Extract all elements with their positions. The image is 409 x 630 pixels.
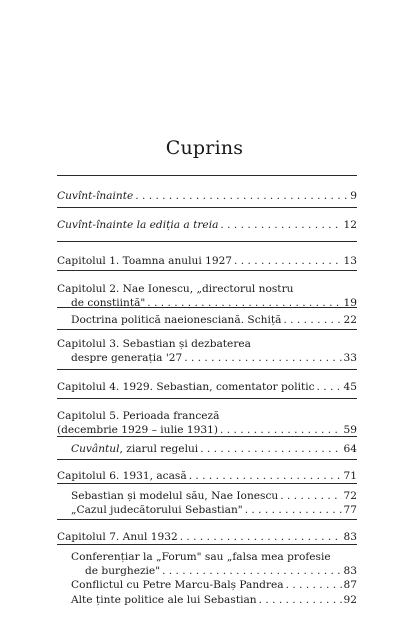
- toc-entry-cuvantul[interactable]: [71, 441, 357, 457]
- dot-leader: [317, 379, 342, 395]
- toc-entry-label: Alte ținte politice ale lui Sebastian: [71, 594, 257, 606]
- toc-entry-label: despre generația '27: [71, 352, 183, 364]
- toc-entry-chapter-6[interactable]: [57, 468, 357, 484]
- toc-entry-chapter-7[interactable]: [57, 529, 357, 545]
- dot-leader: [283, 312, 341, 328]
- toc-entry-label: Capitolul 5. Perioada franceză: [57, 410, 220, 422]
- dot-leader: [180, 529, 342, 545]
- toc-entry-chapter-2[interactable]: [71, 295, 357, 311]
- toc-entry-chapter-3[interactable]: [71, 350, 357, 366]
- toc-entry-page: 22: [343, 314, 357, 326]
- toc-entry-page: 92: [343, 594, 357, 606]
- divider: [57, 436, 357, 437]
- dot-leader: [245, 502, 342, 518]
- toc-entry-label: Sebastian și modelul său, Nae Ionescu: [71, 490, 279, 502]
- divider: [57, 519, 357, 520]
- toc-entry-label-italic: Cuvântul: [71, 443, 120, 455]
- dot-leader: [184, 350, 341, 366]
- toc-entry-label: Capitolul 4. 1929. Sebastian, comentator politic: [57, 381, 315, 393]
- dot-leader: [135, 188, 348, 204]
- toc-entry-label: Capitolul 1. Toamna anului 1927: [57, 255, 233, 267]
- toc-entry-page: 72: [343, 490, 357, 502]
- divider: [57, 483, 357, 484]
- toc-entry-label: Capitolul 6. 1931, acasă: [57, 470, 187, 482]
- divider: [57, 207, 357, 208]
- toc-entry-page: 71: [343, 470, 357, 482]
- dot-leader: [200, 441, 341, 457]
- divider: [57, 241, 357, 242]
- divider: [57, 369, 357, 370]
- toc-entry-page: 64: [343, 443, 357, 455]
- divider: [57, 329, 357, 330]
- toc-entry-label: Cuvînt-înainte: [57, 190, 134, 202]
- toc-entry-page: 83: [343, 531, 357, 543]
- dot-leader: [286, 577, 342, 593]
- divider: [57, 175, 357, 176]
- toc-entry-page: 77: [343, 504, 357, 516]
- toc-entry-page: 13: [343, 255, 357, 267]
- toc-entry-page: 83: [343, 565, 357, 577]
- toc-entry-label: Doctrina politică naeionesciană. Schiță: [71, 314, 282, 326]
- dot-leader: [220, 217, 341, 233]
- toc-entry-label: , ziarul regelui: [119, 443, 199, 455]
- divider: [57, 270, 357, 271]
- page-title: Cuprins: [165, 137, 244, 159]
- dot-leader: [147, 295, 341, 311]
- toc-entry-chapter-4[interactable]: [57, 379, 357, 395]
- toc-entry-label: de burghezie": [85, 565, 161, 577]
- toc-entry-political-targets[interactable]: [71, 592, 357, 608]
- toc-entry-page: 19: [343, 297, 357, 309]
- toc-entry-page: 33: [343, 352, 357, 364]
- toc-entry-label: Conflictul cu Petre Marcu-Balș Pandrea: [71, 579, 284, 591]
- dot-leader: [259, 592, 342, 608]
- toc-entry-page: 45: [343, 381, 357, 393]
- divider: [57, 544, 357, 545]
- toc-entry-pandrea-conflict[interactable]: [71, 577, 357, 593]
- dot-leader: [234, 253, 341, 269]
- toc-entry-label: Capitolul 7. Anul 1932: [57, 531, 178, 543]
- toc-entry-label: (decembrie 1929 – iulie 1931): [57, 424, 219, 436]
- toc-entry-page: 87: [343, 579, 357, 591]
- divider: [57, 398, 357, 399]
- toc-entry-doctrine[interactable]: [71, 312, 357, 328]
- toc-entry-page: 59: [343, 424, 357, 436]
- dot-leader: [189, 468, 342, 484]
- divider: [57, 307, 357, 308]
- toc-entry-foreword-third-edition[interactable]: [57, 217, 357, 233]
- toc-entry-label: Capitolul 2. Nae Ionescu, „directorul nostru: [57, 283, 294, 295]
- toc-entry-page: 12: [343, 219, 357, 231]
- toc-entry-label: Conferențiar la „Forum" sau „falsa mea profesie: [71, 551, 331, 563]
- toc-entry-label: de conștiință": [71, 297, 146, 309]
- toc-entry-page: 9: [350, 190, 357, 202]
- toc-entry-label: Cuvînt-înainte la ediția a treia: [57, 219, 219, 231]
- toc-entry-chapter-1[interactable]: [57, 253, 357, 269]
- divider: [57, 459, 357, 460]
- toc-entry-label: „Cazul judecătorului Sebastian": [71, 504, 243, 516]
- toc-entry-foreword[interactable]: [57, 188, 357, 204]
- toc-entry-judge-case[interactable]: [71, 502, 357, 518]
- toc-entry-label: Capitolul 3. Sebastian și dezbaterea: [57, 338, 251, 350]
